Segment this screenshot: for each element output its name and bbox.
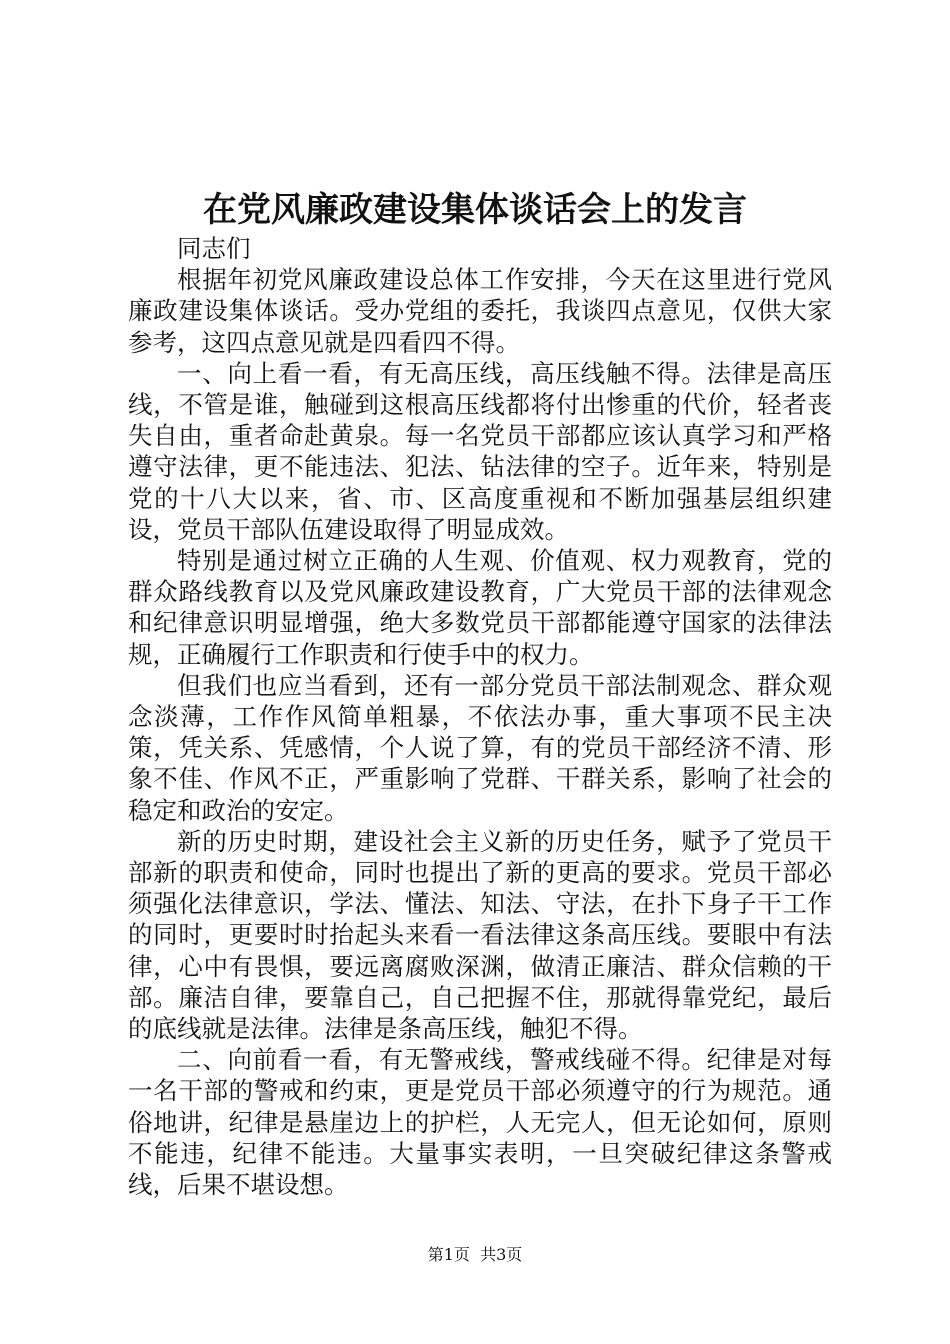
body-paragraph: 一、向上看一看，有无高压线，高压线触不得。法律是高压线，不管是谁，触碰到这根高压线都将付出惨重的代价，轻者丧失自由，重者命赴黄泉。每一名党员干部都应该认真学习和严格遵守法律，更不能违法、犯法、钻法律的空子。近年来，特别是党的十八大以来，省、市、区高度重视和不断加强基层组织建设，党员干部队伍建设取得了明显成效。 (128, 358, 832, 544)
body-paragraph: 特别是通过树立正确的人生观、价值观、权力观教育，党的群众路线教育以及党风廉政建设教育，广大党员干部的法律观念和纪律意识明显增强，绝大多数党员干部都能遵守国家的法律法规，正确履行工作职责和行使手中的权力。 (128, 546, 832, 669)
page-number: 第1页 (427, 1245, 470, 1264)
body-paragraph: 新的历史时期，建设社会主义新的历史任务，赋予了党员干部新的职责和使命，同时也提出了新的更高的要求。党员干部必须强化法律意识，学法、懂法、知法、守法，在扑下身子干工作的同时，更要时时抬起头来看一看法律这条高压线。要眼中有法律，心中有畏惧，要远离腐败深渊，做清正廉洁、群众信赖的干部。廉洁自律，要靠自己，自己把握不住，那就得靠党纪，最后的底线就是法律。法律是条高压线，触犯不得。 (128, 826, 832, 1044)
intro-paragraph: 根据年初党风廉政建设总体工作安排，今天在这里进行党风廉政建设集体谈话。受办党组的委托，我谈四点意见，仅供大家参考，这四点意见就是四看四不得。 (128, 265, 832, 357)
page-total: 共3页 (480, 1245, 523, 1264)
document-title: 在党风廉政建设集体谈话会上的发言 (203, 190, 747, 230)
body-paragraph: 二、向前看一看，有无警戒线，警戒线碰不得。纪律是对每一名干部的警戒和约束，更是党员干部必须遵守的行为规范。通俗地讲，纪律是悬崖边上的护栏，人无完人，但无论如何，原则不能违，纪律不能违。大量事实表明，一旦突破纪律这条警戒线，后果不堪设想。 (128, 1045, 832, 1200)
body-paragraph: 但我们也应当看到，还有一部分党员干部法制观念、群众观念淡薄，工作作风简单粗暴，不依法办事，重大事项不民主决策，凭关系、凭感情，个人说了算，有的党员干部经济不清、形象不佳、作风不正，严重影响了党群、干群关系，影响了社会的稳定和政治的安定。 (128, 670, 832, 825)
document-body (128, 233, 832, 1200)
salutation-paragraph: 同志们 (177, 234, 251, 263)
page-footer (0, 1244, 950, 1266)
